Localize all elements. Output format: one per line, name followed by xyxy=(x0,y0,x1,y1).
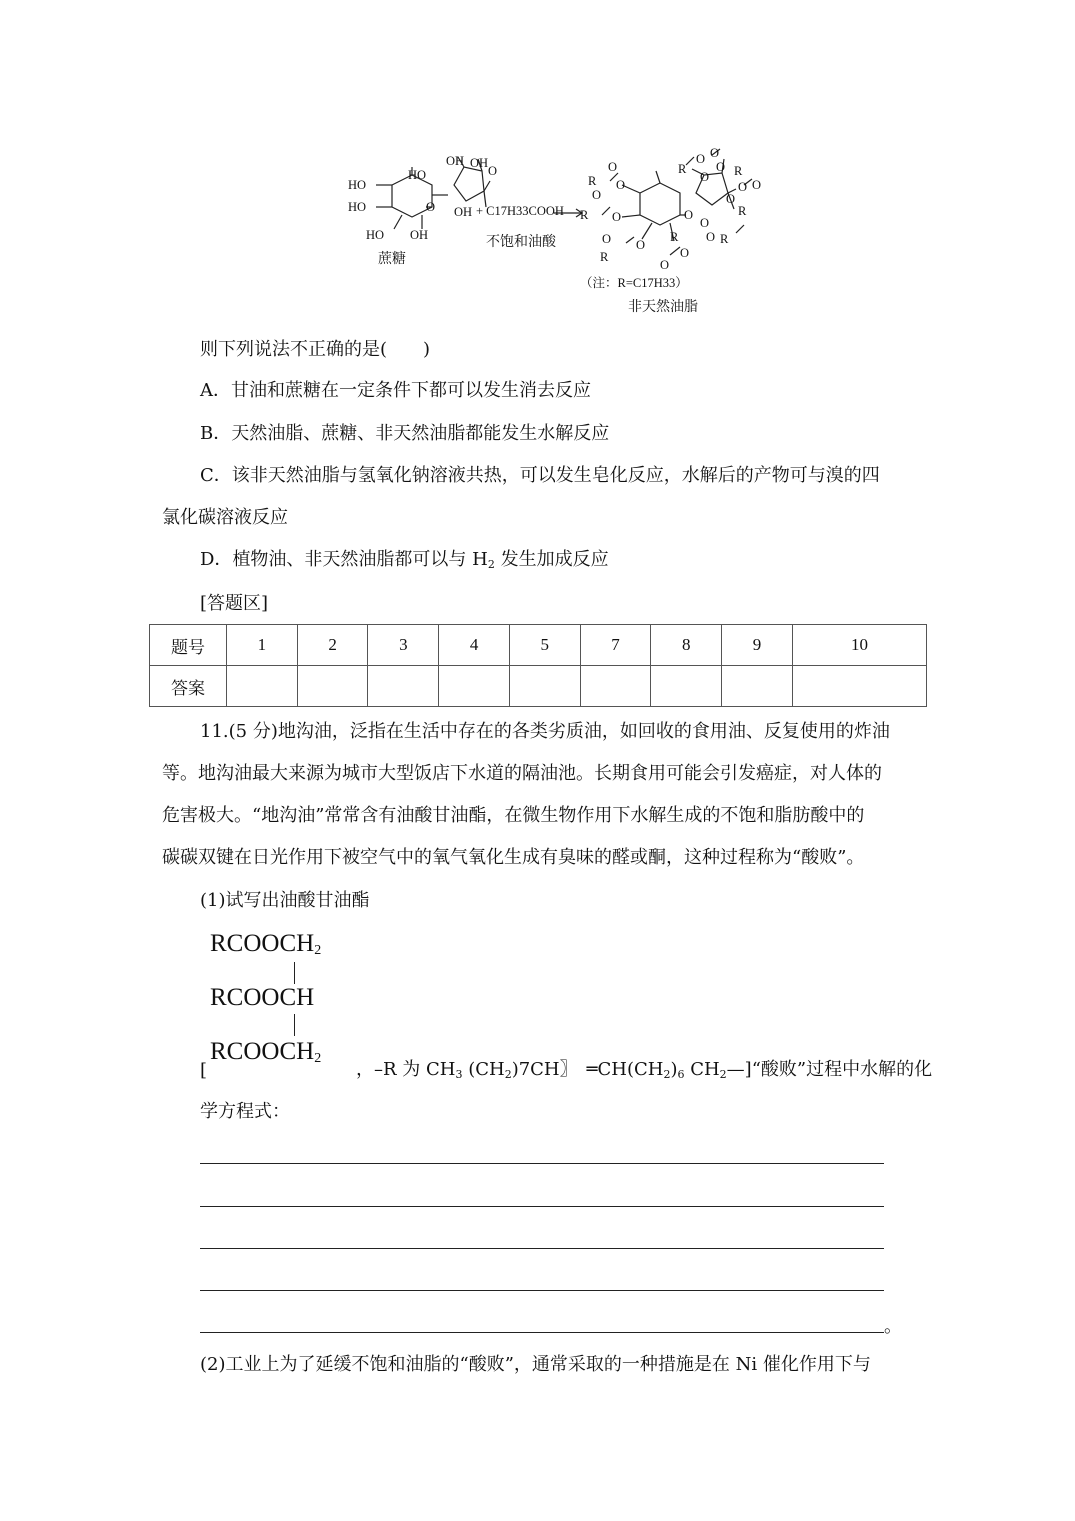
struct-bond-2 xyxy=(294,1014,295,1036)
atom-o-9: O xyxy=(660,258,670,272)
atom-r-4: R xyxy=(670,230,679,244)
struct-sub-3: 2 xyxy=(314,1051,322,1066)
answer-cell[interactable] xyxy=(722,666,793,707)
q11-line-1: 11.(5 分)地沟油，泛指在生活中存在的各类劣质油，如回收的食用油、反复使用的炸油 xyxy=(200,721,890,742)
atom-o-8: O xyxy=(636,238,646,252)
option-c xyxy=(200,463,880,489)
atom-r-2: R xyxy=(580,208,589,222)
r-def-1: ，–R 为 CH xyxy=(356,1059,456,1080)
option-d-text-after: 发生加成反应 xyxy=(494,549,609,570)
atom-oh-2: OH xyxy=(446,154,465,168)
r-def-4: ) xyxy=(670,1059,678,1080)
option-d xyxy=(200,547,609,573)
answer-table xyxy=(149,624,927,707)
struct-sub-1: 2 xyxy=(314,943,322,958)
atom-o-12: O xyxy=(696,152,706,166)
atom-o-13: O xyxy=(700,170,710,184)
table-cell: 7 xyxy=(580,625,651,666)
fructose-ring xyxy=(454,167,484,201)
atom-r-8: R xyxy=(720,232,729,246)
product-glucose-ring xyxy=(640,183,680,225)
answer-cell[interactable] xyxy=(509,666,580,707)
table-cell: 3 xyxy=(368,625,439,666)
reagent-name: 不饱和油酸 xyxy=(486,234,556,250)
option-c-label: C． xyxy=(200,465,232,486)
atom-o-16: O xyxy=(726,192,736,206)
answer-cell[interactable] xyxy=(792,666,926,707)
r-def-sub-3: 2 xyxy=(663,1068,671,1081)
reaction-diagram xyxy=(340,145,780,320)
atom-o-14: O xyxy=(710,146,720,160)
row-header-answer: 答案 xyxy=(150,666,227,707)
atom-ho-2: HO xyxy=(348,200,367,214)
atom-oh-1: OH xyxy=(410,228,429,242)
option-a xyxy=(200,378,591,404)
r-def-5: CH xyxy=(684,1059,720,1080)
struct-line-1: RCOOCH xyxy=(210,930,315,957)
table-cell: 5 xyxy=(509,625,580,666)
table-cell: 10 xyxy=(792,625,926,666)
option-b-text: 天然油脂、蔗糖、非天然油脂都能发生水解反应 xyxy=(231,423,610,444)
answer-cell[interactable] xyxy=(651,666,722,707)
r-def-sub-4: 6 xyxy=(677,1068,685,1081)
option-d-text: 植物油、非天然油脂都可以与 H xyxy=(232,549,488,570)
answer-cell[interactable] xyxy=(297,666,368,707)
option-c-cont: 氯化碳溶液反应 xyxy=(162,507,288,528)
answer-writing-line-3[interactable] xyxy=(200,1248,884,1249)
sucrose-label: 蔗糖 xyxy=(378,251,406,267)
option-b xyxy=(200,421,609,447)
answer-writing-line-1[interactable] xyxy=(200,1163,884,1164)
struct-bond-1 xyxy=(294,962,295,984)
product-label: 非天然油脂 xyxy=(628,299,698,315)
glyceride-structure xyxy=(210,930,321,1070)
table-cell: 4 xyxy=(439,625,510,666)
option-a-label: A． xyxy=(200,380,231,401)
bracket-open: [ xyxy=(200,1060,208,1081)
line-period: 。 xyxy=(884,1316,902,1337)
atom-o-4: O xyxy=(592,188,602,202)
atom-ho-1: HO xyxy=(348,178,367,192)
atom-o-15: O xyxy=(716,160,726,174)
r-def-3: )7CH〗 ═CH(CH xyxy=(511,1059,664,1080)
atom-o-5: O xyxy=(612,210,622,224)
atom-oh-3: OH xyxy=(470,156,489,170)
q11-line-4: 碳碳双键在日光作用下被空气中的氧气氧化生成有臭味的醛或酮，这种过程称为“酸败”。 xyxy=(162,847,865,868)
atom-o-19: O xyxy=(706,230,716,244)
q11-part2: (2)工业上为了延缓不饱和油脂的“酸败”，通常采取的一种措施是在 Ni 催化作用下与 xyxy=(200,1354,871,1375)
option-b-label: B． xyxy=(200,423,232,444)
reagent-note: （注：R=C17H33） xyxy=(580,276,688,290)
answer-writing-line-2[interactable] xyxy=(200,1206,884,1207)
table-cell: 8 xyxy=(651,625,722,666)
table-cell: 1 xyxy=(227,625,298,666)
atom-r-7: R xyxy=(738,204,747,218)
struct-line-2: RCOOCH xyxy=(210,984,315,1011)
question-stem: 则下列说法不正确的是( ) xyxy=(200,339,431,360)
table-cell: 9 xyxy=(722,625,793,666)
atom-oh-4: OH xyxy=(454,205,473,219)
atom-o-3: O xyxy=(608,160,618,174)
atom-o-7: O xyxy=(602,232,612,246)
q11-part1: (1)试写出油酸甘油酯 xyxy=(200,890,370,911)
atom-ho-3: HO xyxy=(366,228,385,242)
option-a-text: 甘油和蔗糖在一定条件下都可以发生消去反应 xyxy=(231,380,591,401)
atom-o-1: O xyxy=(426,200,436,214)
row-header-number: 题号 xyxy=(150,625,227,666)
answer-cell[interactable] xyxy=(439,666,510,707)
q11-line-2: 等。地沟油最大来源为城市大型饭店下水道的隔油池。长期食用可能会引发癌症，对人体的 xyxy=(162,763,882,784)
q11-line-3: 危害极大。“地沟油”常常含有油酸甘油酯，在微生物作用下水解生成的不饱和脂肪酸中的 xyxy=(162,805,865,826)
atom-o-2: O xyxy=(488,164,498,178)
table-row xyxy=(150,625,927,666)
reagent-formula: + C17H33COOH xyxy=(476,204,564,218)
answer-cell[interactable] xyxy=(368,666,439,707)
struct-line-3: RCOOCH xyxy=(210,1038,315,1065)
atom-r-5: R xyxy=(678,162,687,176)
answer-cell[interactable] xyxy=(227,666,298,707)
table-row xyxy=(150,666,927,707)
atom-r-1: R xyxy=(588,174,597,188)
atom-ho-4: HO xyxy=(408,168,427,182)
q11-equation-prompt: 学方程式： xyxy=(200,1101,290,1122)
option-d-sub: 2 xyxy=(487,558,495,571)
r-def-sub-2: 2 xyxy=(504,1068,512,1081)
atom-o-6: O xyxy=(616,178,626,192)
atom-o-10: O xyxy=(680,246,690,260)
r-def-2: (CH xyxy=(462,1059,505,1080)
atom-o-11: O xyxy=(684,208,694,222)
answer-cell[interactable] xyxy=(580,666,651,707)
option-d-label: D． xyxy=(200,549,233,570)
atom-o-20: O xyxy=(700,216,710,230)
r-def-6: —]“酸败”过程中水解的化 xyxy=(726,1059,933,1080)
option-c-text: 该非天然油脂与氢氧化钠溶液共热，可以发生皂化反应，水解后的产物可与溴的四 xyxy=(231,465,880,486)
answer-writing-line-5[interactable] xyxy=(200,1332,884,1333)
r-def-sub-5: 2 xyxy=(719,1068,727,1081)
answer-area-title: [答题区] xyxy=(200,593,269,614)
table-cell: 2 xyxy=(297,625,368,666)
r-definition xyxy=(356,1057,932,1083)
r-def-sub-1: 3 xyxy=(455,1068,463,1081)
atom-o-18: O xyxy=(752,178,762,192)
atom-r-6: R xyxy=(734,164,743,178)
atom-o-17: O xyxy=(738,180,748,194)
atom-r-3: R xyxy=(600,250,609,264)
answer-writing-line-4[interactable] xyxy=(200,1290,884,1291)
